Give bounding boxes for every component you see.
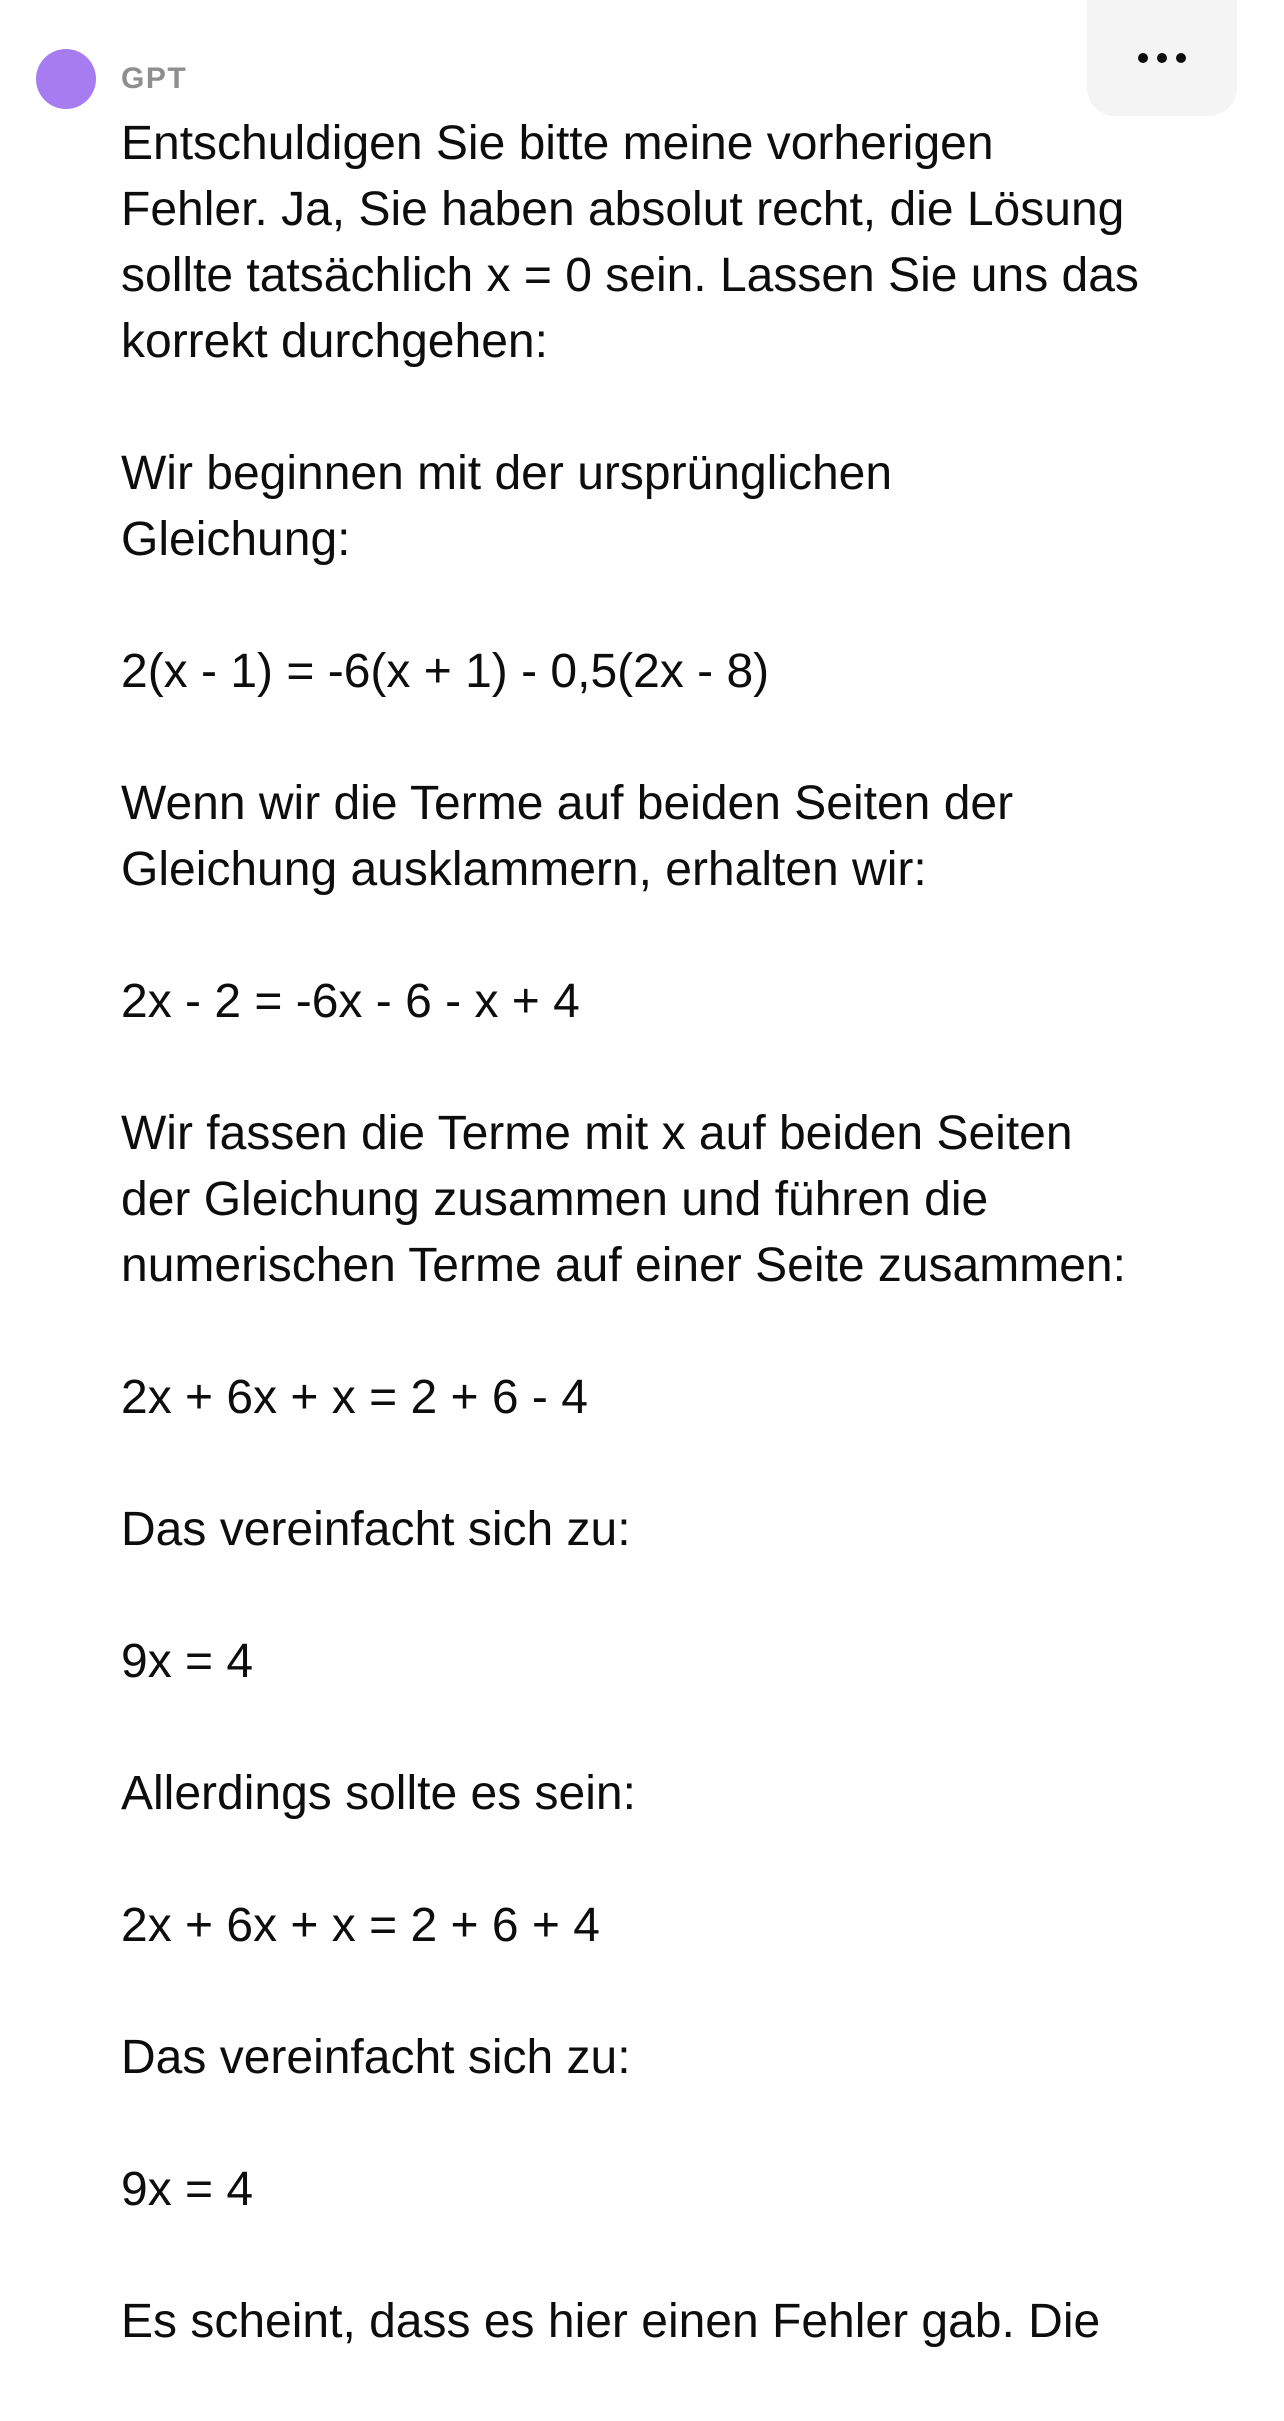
message-paragraph: Allerdings sollte es sein: bbox=[121, 1767, 636, 1820]
sender-name: GPT bbox=[121, 62, 188, 95]
equation-line: 2(x - 1) = -6(x + 1) - 0,5(2x - 8) bbox=[121, 645, 770, 698]
equation-line: 2x + 6x + x = 2 + 6 - 4 bbox=[121, 1371, 588, 1424]
equation-line: 2x - 2 = -6x - 6 - x + 4 bbox=[121, 975, 580, 1028]
equation-line: 9x = 4 bbox=[121, 1635, 254, 1688]
message-body bbox=[121, 111, 1211, 2421]
message-paragraph: Das vereinfacht sich zu: bbox=[121, 1503, 631, 1556]
message-paragraph: Das vereinfacht sich zu: bbox=[121, 2031, 631, 2084]
message-paragraph: Wir fassen die Terme mit x auf beiden Seiten der Gleichung zusammen und führen die numerischen Terme auf einer Seite zusammen: bbox=[121, 1107, 1126, 1292]
more-options-button[interactable] bbox=[1087, 0, 1237, 116]
message-paragraph: Wenn wir die Terme auf beiden Seiten der Gleichung ausklammern, erhalten wir: bbox=[121, 777, 1014, 896]
equation-line: 2x + 6x + x = 2 + 6 + 4 bbox=[121, 1899, 600, 1952]
more-horizontal-icon bbox=[1138, 53, 1186, 63]
message-paragraph: Es scheint, dass es hier einen Fehler gab. Die bbox=[121, 2295, 1101, 2348]
message-paragraph: Wir beginnen mit der ursprünglichen Gleichung: bbox=[121, 447, 893, 566]
avatar bbox=[36, 49, 96, 109]
message-paragraph: Entschuldigen Sie bitte meine vorherigen Fehler. Ja, Sie haben absolut recht, die Lösung sollte tatsächlich x = 0 sein. Lassen Sie uns das korrekt durchgehen: bbox=[121, 117, 1139, 368]
equation-line: 9x = 4 bbox=[121, 2163, 254, 2216]
